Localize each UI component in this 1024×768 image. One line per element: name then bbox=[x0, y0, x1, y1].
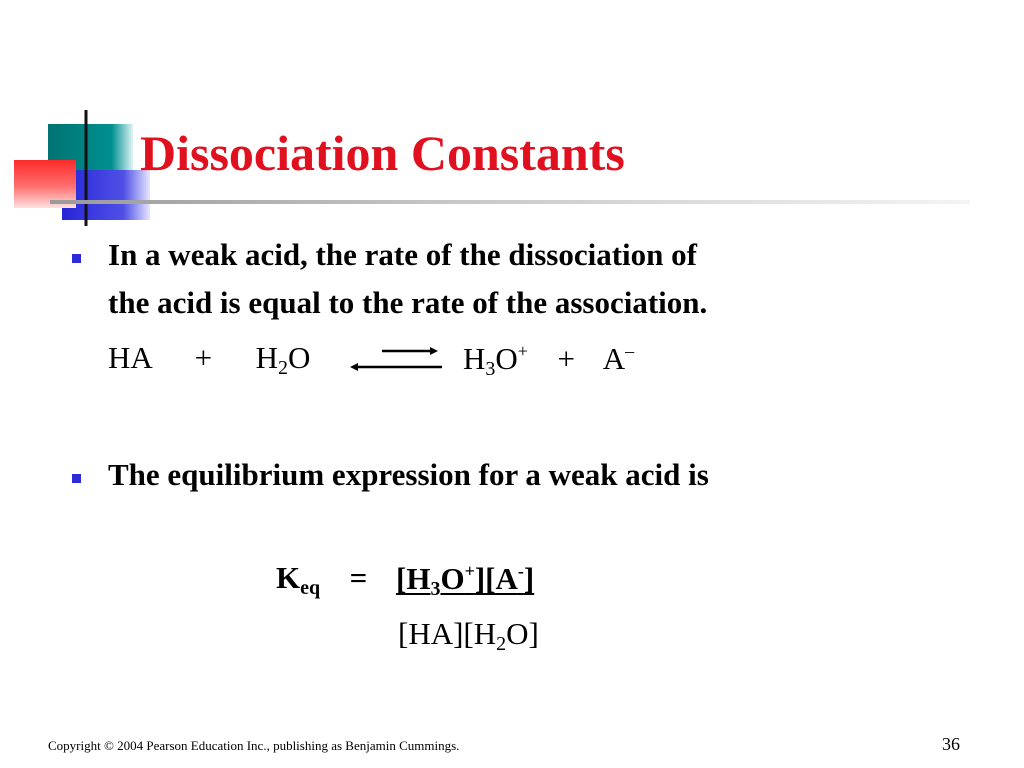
reaction-equation bbox=[108, 342, 310, 378]
keq-numerator: $[H_3O^+][A^-]$ bbox=[396, 561, 535, 600]
bullet-marker bbox=[72, 474, 81, 483]
page-number: 36 bbox=[942, 734, 960, 754]
reaction-products bbox=[463, 342, 634, 379]
equals-sign: = bbox=[349, 560, 368, 595]
keq-denominator: $[HA][H_2O]$ bbox=[398, 616, 539, 655]
bullet-1-line-1: In a weak acid, the rate of the dissociation of bbox=[108, 237, 697, 272]
copyright-footer: Copyright © 2004 Pearson Education Inc., publishing as Benjamin Cummings. bbox=[48, 738, 460, 753]
bullet-1-line-2: the acid is equal to the rate of the association. bbox=[108, 285, 708, 320]
product-hydronium: $H_3O^+$ bbox=[463, 341, 528, 380]
keq-label: $K_{eq}$ = bbox=[276, 560, 368, 599]
decorative-squares bbox=[0, 0, 150, 240]
bullet-2-line-1: The equilibrium expression for a weak acid is bbox=[108, 457, 709, 492]
reactant-water: $H_2O$ bbox=[255, 340, 311, 379]
equilibrium-arrows-icon bbox=[350, 343, 446, 375]
plus-sign: + bbox=[194, 340, 213, 375]
slide-title: Dissociation Constants bbox=[140, 125, 625, 181]
title-divider bbox=[50, 200, 970, 204]
product-anion: A– bbox=[602, 341, 635, 376]
plus-sign: + bbox=[557, 341, 575, 376]
reactant-ha: HA bbox=[108, 340, 152, 375]
bullet-marker bbox=[72, 254, 81, 263]
